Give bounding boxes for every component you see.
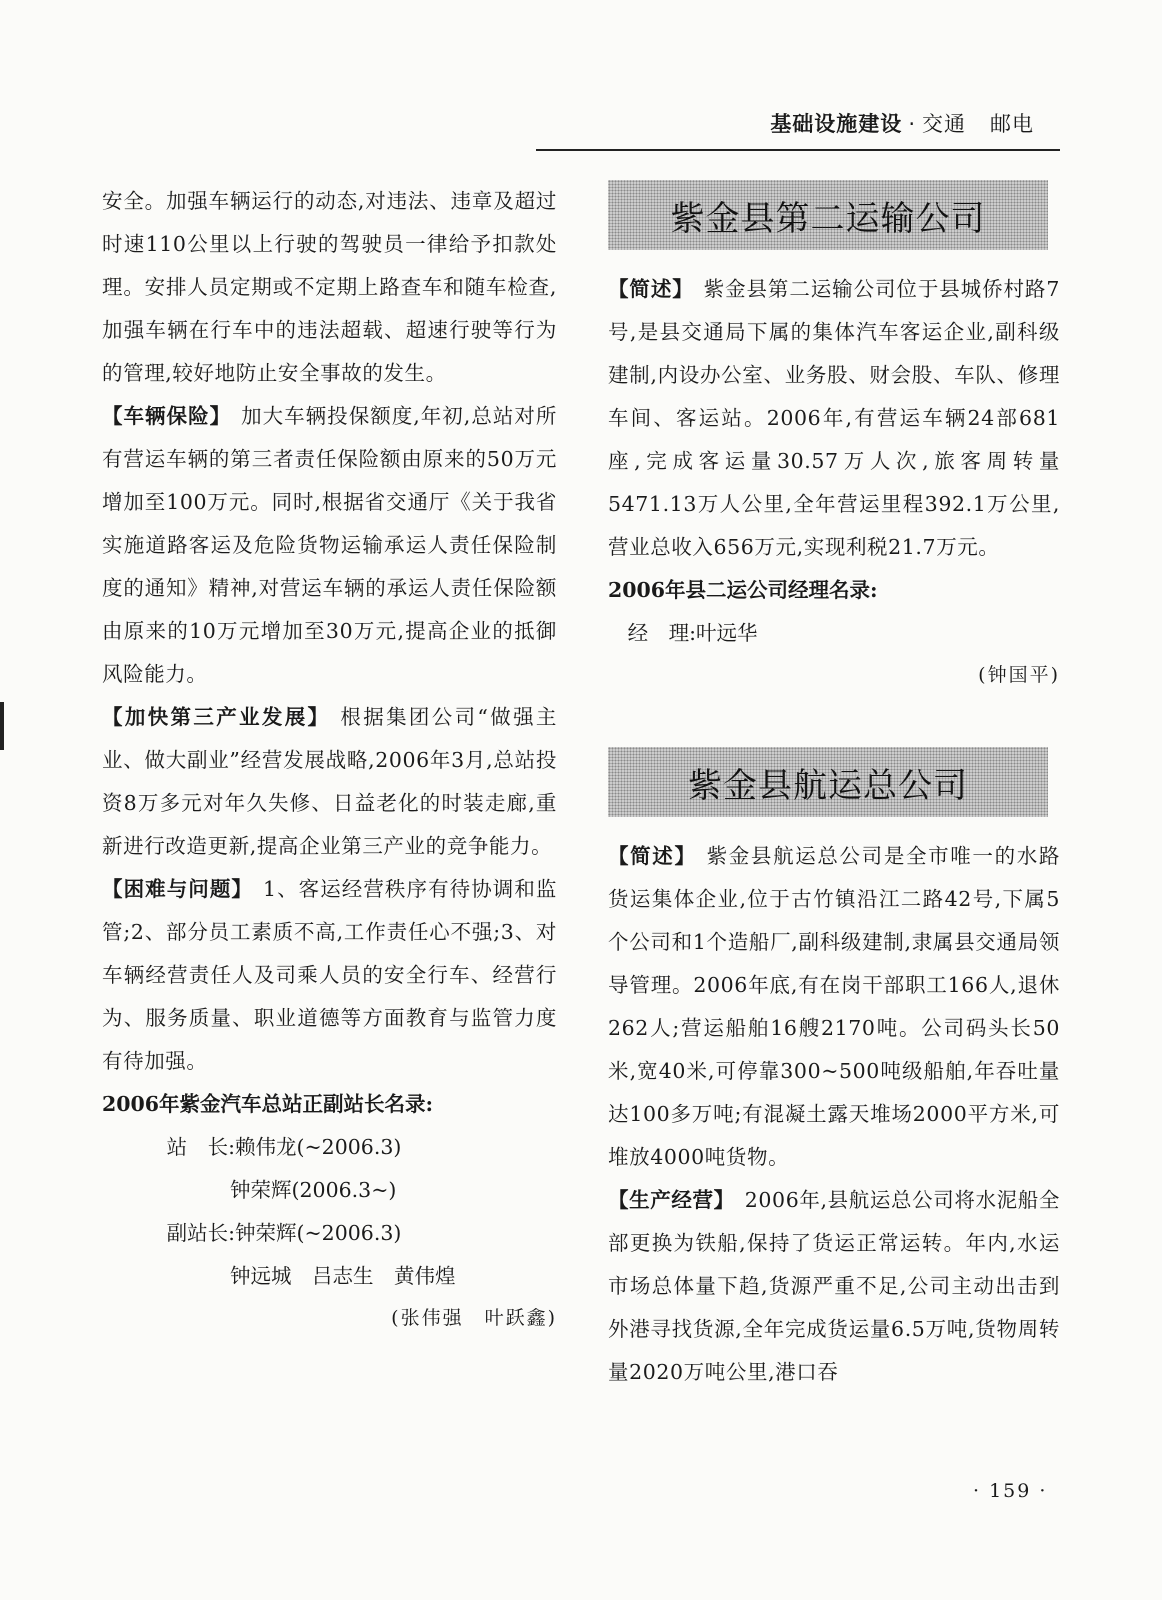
- right-column: [608, 180, 1060, 1394]
- author-credit: (张伟强 叶跃鑫): [391, 1307, 557, 1329]
- roster-names: 钟荣辉(2006.3~): [230, 1178, 397, 1202]
- roster-title: 2006年县二运公司经理名录:: [608, 578, 878, 602]
- heading-production: 【生产经营】: [608, 1188, 735, 1212]
- roster-names: 叶远华: [696, 621, 758, 645]
- roster-role: 副站长:: [166, 1221, 235, 1245]
- station-master-roster: [102, 1083, 557, 1298]
- paragraph-production: [608, 1179, 1060, 1394]
- paragraph-shipping-overview: [608, 835, 1060, 1179]
- heading-overview: 【简述】: [608, 277, 694, 301]
- paragraph-tertiary-industry: [102, 696, 557, 868]
- heading-tertiary-industry: 【加快第三产业发展】: [102, 705, 331, 729]
- header-rule: [536, 149, 1060, 151]
- heading-vehicle-insurance: 【车辆保险】: [102, 404, 232, 428]
- roster-line: [102, 1212, 557, 1255]
- heading-difficulties: 【困难与问题】: [102, 877, 253, 901]
- scan-artifact: [0, 702, 4, 750]
- paragraph-safety: 安全。加强车辆运行的动态,对违法、违章及超过时速110公里以上行驶的驾驶员一律给予扣款处理。安排人员定期或不定期上路查车和随车检查,加强车辆在行车中的违法超载、超速行驶等行为的管理,较好地防止安全事故的发生。: [102, 189, 557, 385]
- paragraph-vehicle-insurance: [102, 395, 557, 696]
- header-subsection-post: 邮电: [990, 112, 1034, 136]
- roster-line: [102, 1169, 557, 1212]
- section-banner-second-transport: 紫金县第二运输公司: [608, 180, 1048, 250]
- header-section-title: 基础设施建设: [770, 112, 903, 136]
- roster-title: 2006年紫金汽车总站正副站长名录:: [102, 1092, 434, 1116]
- paragraph-text: 紫金县第二运输公司位于县城侨村路7号,是县交通局下属的集体汽车客运企业,副科级建制,内设办公室、业务股、财会股、车队、修理车间、客运站。2006年,有营运车辆24部681座,完成客运量30.57万人次,旅客周转量5471.13万人公里,全年营运里程392.1万公里,营业总收入656万元,实现利税21.7万元。: [608, 277, 1060, 559]
- running-header: [770, 108, 1034, 138]
- paragraph-text: 加大车辆投保额度,年初,总站对所有营运车辆的第三者责任保险额由原来的50万元增加至100万元。同时,根据省交通厅《关于我省实施道路客运及危险货物运输承运人责任保险制度的通知》精神,对营运车辆的承运人责任保险额由原来的10万元增加至30万元,提高企业的抵御风险能力。: [102, 404, 557, 686]
- roster-role: 站 长:: [166, 1135, 235, 1159]
- header-dot: ·: [908, 112, 916, 136]
- paragraph-text: 2006年,县航运总公司将水泥船全部更换为铁船,保持了货运正常运转。年内,水运市场总体量下趋,货源严重不足,公司主动出击到外港寻找货源,全年完成货运量6.5万吨,货物周转量2020万吨公里,港口吞: [608, 1188, 1060, 1384]
- paragraph-company-overview: [608, 268, 1060, 569]
- manager-roster: [608, 569, 1060, 655]
- roster-names: 钟远城 吕志生 黄伟煌: [230, 1264, 456, 1288]
- roster-line: [102, 1255, 557, 1298]
- roster-names: 钟荣辉(~2006.3): [235, 1221, 402, 1245]
- roster-role: 经 理:: [627, 621, 696, 645]
- paragraph-text: 紫金县航运总公司是全市唯一的水路货运集体企业,位于古竹镇沿江二路42号,下属5个公司和1个造船厂,副科级建制,隶属县交通局领导管理。2006年底,有在岗干部职工166人,退休262人;营运船舶16艘2170吨。公司码头长50米,宽40米,可停靠300~500吨级船舶,年吞吐量达100多万吨;有混凝土露天堆场2000平方米,可堆放4000吨货物。: [608, 844, 1060, 1169]
- paragraph-text: 根据集团公司“做强主业、做大副业”经营发展战略,2006年3月,总站投资8万多元对年久失修、日益老化的时装走廊,重新进行改造更新,提高企业第三产业的竞争能力。: [102, 705, 558, 858]
- left-column: [102, 180, 557, 1338]
- paragraph-difficulties: [102, 868, 557, 1083]
- header-subsection-transport: 交通: [922, 112, 966, 136]
- paragraph-text: 1、客运经营秩序有待协调和监管;2、部分员工素质不高,工作责任心不强;3、对车辆经营责任人及司乘人员的安全行车、经营行为、服务质量、职业道德等方面教育与监管力度有待加强。: [102, 877, 557, 1073]
- page-number: · 159 ·: [973, 1480, 1048, 1502]
- author-credit: (钟国平): [978, 664, 1060, 686]
- roster-line: [608, 612, 1060, 655]
- roster-line: [102, 1126, 557, 1169]
- roster-names: 赖伟龙(~2006.3): [235, 1135, 402, 1159]
- section-banner-shipping: 紫金县航运总公司: [608, 747, 1048, 817]
- heading-overview: 【简述】: [608, 844, 697, 868]
